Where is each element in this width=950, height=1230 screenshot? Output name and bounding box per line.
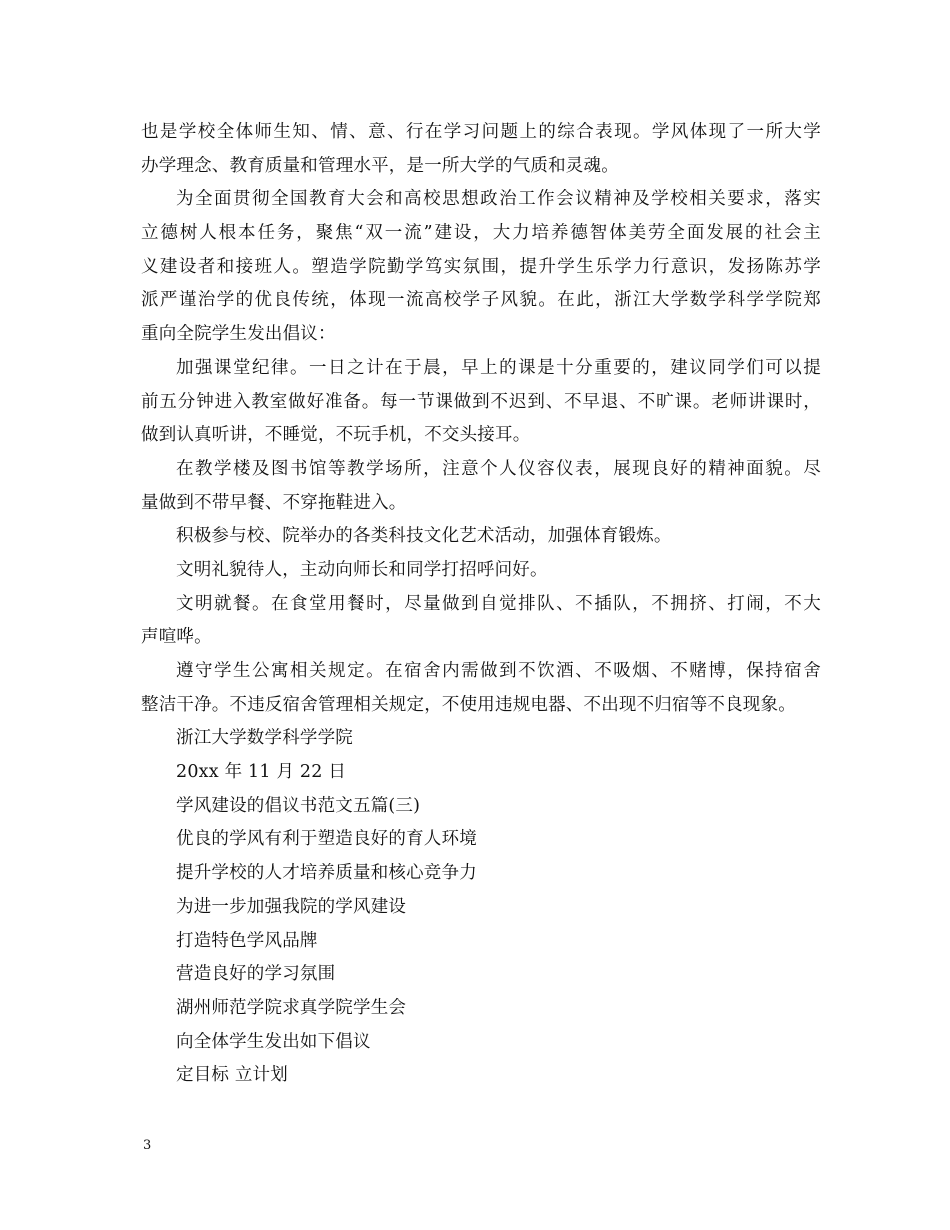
paragraph (141, 352, 821, 453)
paragraph (141, 453, 821, 520)
text-line: 湖州师范学院求真学院学生会 (176, 997, 407, 1018)
text-line: 办学理念、教育质量和管理水平，是一所大学的气质和灵魂。 (141, 155, 619, 176)
paragraph (141, 790, 821, 824)
paragraph (141, 520, 821, 554)
paragraph (141, 857, 821, 891)
paragraph (141, 554, 821, 588)
text-line: 前五分钟进入教室做好准备。每一节课做到不迟到、不早退、不旷课。老师讲课时， (141, 391, 821, 412)
document-body (141, 116, 821, 1093)
text-line: 为全面贯彻全国教育大会和高校思想政治工作会议精神及学校相关要求，落实 (176, 189, 821, 210)
text-line: 遵守学生公寓相关规定。在宿舍内需做到不饮酒、不吸烟、不赌博，保持宿舍 (176, 661, 821, 681)
paragraph (141, 588, 821, 655)
text-line: 文明就餐。在食堂用餐时，尽量做到自觉排队、不插队，不拥挤、打闹，不大 (176, 593, 821, 614)
paragraph (141, 756, 821, 790)
paragraph (141, 1026, 821, 1060)
paragraph (141, 823, 821, 857)
text-line: 声喧哗。 (141, 627, 212, 648)
text-line: 优良的学风有利于塑造良好的育人环境 (176, 829, 477, 850)
text-line: 定目标 立计划 (176, 1065, 288, 1086)
text-line: 义建设者和接班人。塑造学院勤学笃实氛围，提升学生乐学力行意识，发扬陈苏学 (141, 256, 821, 277)
paragraph (141, 655, 821, 722)
text-line: 为进一步加强我院的学风建设 (176, 896, 407, 917)
text-line: 在教学楼及图书馆等教学场所，注意个人仪容仪表，展现良好的精神面貌。尽 (176, 458, 821, 479)
paragraph (141, 958, 821, 992)
text-line: 提升学校的人才培养质量和核心竞争力 (176, 863, 477, 884)
text-line: 派严谨治学的优良传统，体现一流高校学子风貌。在此，浙江大学数学科学学院郑 (141, 290, 821, 311)
paragraph (141, 925, 821, 959)
text-line: 营造良好的学习氛围 (176, 964, 336, 985)
text-line: 做到认真听讲，不睡觉，不玩手机，不交头接耳。 (141, 425, 531, 446)
paragraph (141, 183, 821, 351)
text-line: 学风建设的倡议书范文五篇(三) (176, 795, 421, 816)
paragraph (141, 1059, 821, 1093)
paragraph (141, 891, 821, 925)
text-line: 打造特色学风品牌 (176, 930, 318, 951)
text-line: 浙江大学数学科学学院 (176, 728, 353, 749)
text-line: 积极参与校、院举办的各类科技文化艺术活动，加强体育锻炼。 (176, 526, 672, 547)
text-line: 文明礼貌待人，主动向师长和同学打招呼问好。 (176, 559, 548, 580)
text-line: 量做到不带早餐、不穿拖鞋进入。 (141, 492, 407, 513)
text-line: 加强课堂纪律。一日之计在于晨，早上的课是十分重要的，建议同学们可以提 (176, 357, 821, 378)
text-line: 重向全院学生发出倡议： (141, 324, 336, 345)
text-line: 向全体学生发出如下倡议 (176, 1031, 371, 1052)
paragraph (141, 116, 821, 183)
text-line: 20xx 年 11 月 22 日 (176, 762, 347, 783)
paragraph (141, 722, 821, 756)
paragraph (141, 992, 821, 1026)
text-line: 也是学校全体师生知、情、意、行在学习问题上的综合表现。学风体现了一所大学 (141, 122, 821, 142)
text-line: 整洁干净。不违反宿舍管理相关规定，不使用违规电器、不出现不归宿等不良现象。 (141, 694, 796, 715)
page-number: 3 (143, 1138, 152, 1153)
text-line: 立德树人根本任务，聚焦“双一流”建设，大力培养德智体美劳全面发展的社会主 (141, 223, 821, 244)
